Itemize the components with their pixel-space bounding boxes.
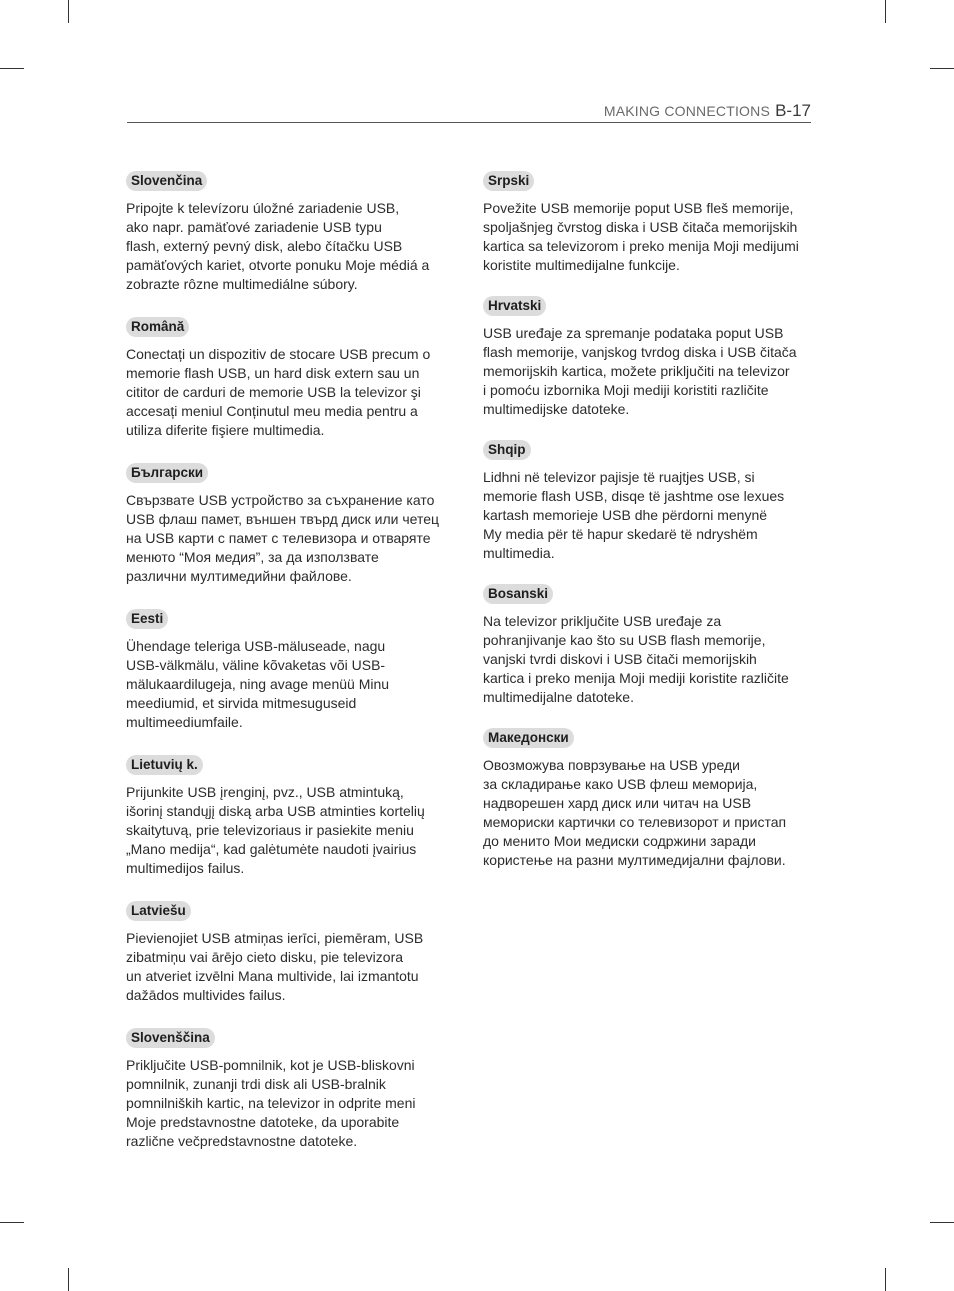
language-label: Latviešu	[126, 901, 191, 921]
language-label: Srpski	[483, 171, 534, 191]
language-description: Овозможува поврзување на USB уреди за складирање како USB флеш меморија, надворешен хард диск или читач на USB мемориски картички со телевизорот и пристап до менито Мои медиски содржини заради користење на разни мултимедијални фајлови.	[483, 757, 787, 868]
language-section	[126, 317, 448, 440]
language-description: USB uređaje za spremanje podataka poput USB flash memorije, vanjskog tvrdog diska i USB čitača memorijskih kartica, možete priključiti na televizor i pomoću izbornika Moji mediji koristiti različite multimedijske datoteke.	[483, 325, 797, 417]
language-description: Priključite USB-pomnilnik, kot je USB-bliskovni pomnilnik, zunanji trdi disk ali USB-bralnik pomnilniških kartic, na televizor in odprite meni Moje predstavnostne datoteke, da uporabite različne večpredstavnostne datoteke.	[126, 1057, 416, 1149]
language-description: Prijunkite USB įrenginį, pvz., USB atmintuką, išorinį standųjį diską arba USB atminties kortelių skaitytuvą, prie televizoriaus ir pasiekite meniu „Mano medija“, kad galėtumėte naudoti įvairius multimedijos failus.	[126, 784, 425, 876]
language-description: Ühendage teleriga USB-mäluseade, nagu USB-välkmälu, väline kõvaketas või USB- mälukaardilugeja, ning avage menüü Minu meediumid, et sirvida mitmesuguseid multimeediumfaile.	[126, 638, 390, 730]
language-section	[126, 463, 448, 586]
language-description: Conectați un dispozitiv de stocare USB precum o memorie flash USB, un hard disk extern sau un cititor de carduri de memorie USB la televizor şi accesați meniul Conținutul meu media pentru a utiliza diferite fişiere multimedia.	[126, 346, 431, 438]
language-label: Hrvatski	[483, 296, 546, 316]
crop-mark	[0, 68, 24, 69]
language-label: Slovenčina	[126, 171, 207, 191]
crop-mark	[930, 1222, 954, 1223]
language-section	[483, 171, 805, 275]
language-section	[483, 728, 805, 870]
language-label: Lietuvių k.	[126, 755, 203, 775]
language-label: Shqip	[483, 440, 531, 460]
language-label: Македонски	[483, 728, 574, 748]
crop-mark	[885, 0, 886, 23]
crop-mark	[885, 1268, 886, 1291]
right-column	[483, 171, 805, 891]
page-number: B-17	[775, 101, 811, 120]
language-section	[126, 755, 448, 878]
language-label: Eesti	[126, 609, 168, 629]
language-section	[126, 609, 448, 732]
crop-mark	[930, 68, 954, 69]
language-label: Slovenščina	[126, 1028, 215, 1048]
crop-mark	[68, 0, 69, 23]
language-description: Pievienojiet USB atmiņas ierīci, piemēram, USB zibatmiņu vai ārējo cieto disku, pie televizora un atveriet izvēlni Mana multivide, lai izmantotu dažādos multivides failus.	[126, 930, 424, 1003]
language-description: Свързвате USB устройство за съхранение като USB флаш памет, външен твърд диск или четец на USB карти с памет с телевизора и отваряте менюто “Моя медия”, за да използвате различни мултимедийни файлове.	[126, 492, 440, 584]
left-column	[126, 171, 448, 1174]
language-description: Lidhni në televizor pajisje të ruajtjes USB, si memorie flash USB, disqe të jashtme ose lexues kartash memorieje USB dhe përdorni menynë My media për të hapur skedarë të ndryshëm multimedia.	[483, 469, 785, 561]
language-description: Povežite USB memorije poput USB fleš memorije, spoljašnjeg čvrstog diska i USB čitača memorijskih kartica sa televizorom i preko menija Moji medijumi koristite multimedijalne funkcije.	[483, 200, 799, 273]
language-section	[483, 584, 805, 707]
language-description: Pripojte k televízoru úložné zariadenie USB, ako napr. pamäťové zariadenie USB typu flash, externý pevný disk, alebo čítačku USB pamäťových kariet, otvorte ponuku Moje médiá a zobrazte rôzne multimediálne súbory.	[126, 200, 430, 292]
language-section	[126, 901, 448, 1005]
language-section	[483, 440, 805, 563]
language-label: Bosanski	[483, 584, 553, 604]
language-section	[126, 171, 448, 294]
crop-mark	[68, 1268, 69, 1291]
crop-mark	[0, 1222, 24, 1223]
language-label: Română	[126, 317, 189, 337]
section-title: MAKING CONNECTIONS	[603, 103, 770, 119]
language-description: Na televizor priključite USB uređaje za pohranjivanje kao što su USB flash memorije, vanjski tvrdi diskovi i USB čitači memorijskih kartica i preko menija Moji mediji koristite različite multimedijalne datoteke.	[483, 613, 789, 705]
language-label: Български	[126, 463, 208, 483]
language-section	[126, 1028, 448, 1151]
language-section	[483, 296, 805, 419]
page-header	[127, 98, 811, 123]
